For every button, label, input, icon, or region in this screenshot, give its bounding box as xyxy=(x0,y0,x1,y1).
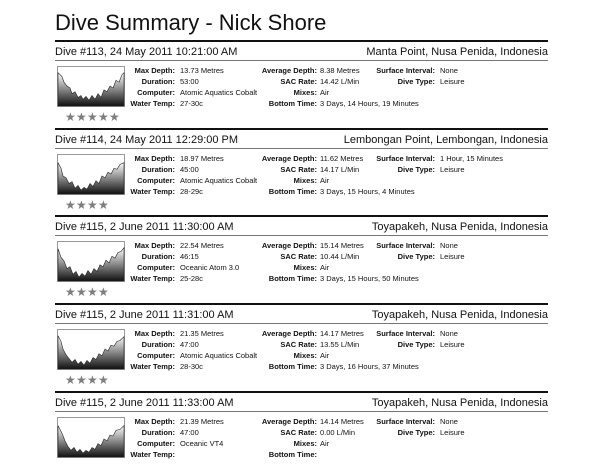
dive-profile-svg xyxy=(58,155,124,194)
surface-interval-label: Surface Interval: xyxy=(376,66,435,75)
bottom-time-label: Bottom Time: xyxy=(268,362,317,371)
star-icon: ★ xyxy=(98,198,109,212)
dive-header xyxy=(55,396,548,412)
bottom-time-label: Bottom Time: xyxy=(268,99,317,108)
surface-interval-value: None xyxy=(440,329,458,338)
water-temp-value: 28-29c xyxy=(180,187,203,196)
dive-profile-svg xyxy=(58,67,124,106)
dive-profile-area xyxy=(58,426,124,457)
star-rating xyxy=(65,283,109,299)
dive-location: Lembongan Point, Lembongan, Indonesia xyxy=(343,134,548,146)
star-icon: ★ xyxy=(87,110,98,124)
water-temp-label: Water Temp: xyxy=(130,450,175,459)
mixes-value: Air xyxy=(320,263,330,272)
surface-interval-value: None xyxy=(440,241,458,250)
water-temp-label: Water Temp: xyxy=(130,362,175,371)
water-temp-value: 25-28c xyxy=(180,274,203,283)
dive-entry xyxy=(55,391,548,473)
sac-rate-label: SAC Rate: xyxy=(280,165,317,174)
star-icon: ★ xyxy=(87,198,98,212)
dive-profile-svg xyxy=(58,330,124,369)
dive-profile-area xyxy=(58,163,124,194)
sac-rate-label: SAC Rate: xyxy=(280,428,317,437)
mixes-label: Mixes: xyxy=(293,88,317,97)
duration-value: 45:00 xyxy=(180,165,199,174)
star-icon: ★ xyxy=(65,110,76,124)
dive-type-value: Leisure xyxy=(440,252,465,261)
surface-interval-label: Surface Interval: xyxy=(376,417,435,426)
dive-type-label: Dive Type: xyxy=(397,428,435,437)
dive-header xyxy=(55,220,548,236)
mixes-value: Air xyxy=(320,88,330,97)
dive-location: Toyapakeh, Nusa Penida, Indonesia xyxy=(371,397,548,409)
water-temp-label: Water Temp: xyxy=(130,187,175,196)
star-icon: ★ xyxy=(65,373,76,387)
average-depth-label: Average Depth: xyxy=(261,417,317,426)
max-depth-label: Max Depth: xyxy=(134,329,175,338)
surface-interval-label: Surface Interval: xyxy=(376,154,435,163)
average-depth-value: 8.38 Metres xyxy=(320,66,360,75)
star-icon: ★ xyxy=(65,198,76,212)
star-icon: ★ xyxy=(76,198,87,212)
star-icon: ★ xyxy=(76,285,87,299)
duration-label: Duration: xyxy=(141,165,175,174)
computer-label: Computer: xyxy=(137,176,175,185)
max-depth-label: Max Depth: xyxy=(134,66,175,75)
star-icon: ★ xyxy=(76,373,87,387)
dive-type-value: Leisure xyxy=(440,77,465,86)
computer-value: Oceanic Atom 3.0 xyxy=(180,263,240,272)
duration-value: 53:00 xyxy=(180,77,199,86)
star-rating xyxy=(65,196,109,212)
dive-title: Dive #115, 2 June 2011 11:33:00 AM xyxy=(55,397,234,409)
average-depth-label: Average Depth: xyxy=(261,154,317,163)
duration-label: Duration: xyxy=(141,77,175,86)
duration-label: Duration: xyxy=(141,428,175,437)
mixes-label: Mixes: xyxy=(293,439,317,448)
computer-value: Oceanic VT4 xyxy=(180,439,224,448)
duration-label: Duration: xyxy=(141,252,175,261)
star-icon: ★ xyxy=(98,285,109,299)
computer-value: Atomic Aquatics Cobalt xyxy=(180,88,258,97)
sac-rate-value: 10.44 L/Min xyxy=(320,252,360,261)
star-rating xyxy=(65,108,120,124)
dive-title: Dive #113, 24 May 2011 10:21:00 AM xyxy=(55,46,238,58)
bottom-time-label: Bottom Time: xyxy=(268,450,317,459)
dive-type-label: Dive Type: xyxy=(397,340,435,349)
mixes-label: Mixes: xyxy=(293,263,317,272)
star-icon: ★ xyxy=(98,373,109,387)
dive-profile-area xyxy=(58,73,124,106)
star-icon: ★ xyxy=(98,110,109,124)
dive-header xyxy=(55,45,548,61)
max-depth-value: 18.97 Metres xyxy=(180,154,224,163)
dive-title: Dive #115, 2 June 2011 11:30:00 AM xyxy=(55,221,234,233)
computer-label: Computer: xyxy=(137,263,175,272)
average-depth-value: 15.14 Metres xyxy=(320,241,364,250)
dive-entry xyxy=(55,40,548,122)
dive-location: Toyapakeh, Nusa Penida, Indonesia xyxy=(371,221,548,233)
duration-value: 46:15 xyxy=(180,252,199,261)
duration-value: 47:00 xyxy=(180,340,199,349)
dive-type-label: Dive Type: xyxy=(397,165,435,174)
bottom-time-value: 3 Days, 14 Hours, 19 Minutes xyxy=(320,99,419,108)
dive-profile-area xyxy=(58,248,124,281)
dive-profile-svg xyxy=(58,418,124,457)
dive-profile-graph xyxy=(57,241,125,282)
dive-location: Toyapakeh, Nusa Penida, Indonesia xyxy=(371,309,548,321)
max-depth-value: 22.54 Metres xyxy=(180,241,224,250)
star-icon: ★ xyxy=(109,110,120,124)
page-title: Dive Summary - Nick Shore xyxy=(55,10,327,35)
computer-label: Computer: xyxy=(137,439,175,448)
dive-type-value: Leisure xyxy=(440,165,465,174)
duration-value: 47:00 xyxy=(180,428,199,437)
dive-profile-svg xyxy=(58,242,124,281)
mixes-value: Air xyxy=(320,176,330,185)
sac-rate-value: 0.00 L/Min xyxy=(320,428,356,437)
computer-value: Atomic Aquatics Cobalt xyxy=(180,176,258,185)
average-depth-label: Average Depth: xyxy=(261,329,317,338)
max-depth-value: 21.35 Metres xyxy=(180,329,224,338)
mixes-value: Air xyxy=(320,351,330,360)
bottom-time-value: 3 Days, 16 Hours, 37 Minutes xyxy=(320,362,419,371)
average-depth-value: 14.17 Metres xyxy=(320,329,364,338)
computer-label: Computer: xyxy=(137,88,175,97)
dive-entry xyxy=(55,128,548,210)
max-depth-value: 21.39 Metres xyxy=(180,417,224,426)
average-depth-value: 11.62 Metres xyxy=(320,154,364,163)
surface-interval-value: 1 Hour, 15 Minutes xyxy=(440,154,503,163)
water-temp-value: 28-30c xyxy=(180,362,203,371)
sac-rate-label: SAC Rate: xyxy=(280,77,317,86)
star-icon: ★ xyxy=(87,285,98,299)
mixes-value: Air xyxy=(320,439,330,448)
surface-interval-label: Surface Interval: xyxy=(376,329,435,338)
computer-label: Computer: xyxy=(137,351,175,360)
star-rating xyxy=(65,371,109,387)
dive-type-value: Leisure xyxy=(440,340,465,349)
max-depth-label: Max Depth: xyxy=(134,241,175,250)
water-temp-label: Water Temp: xyxy=(130,99,175,108)
average-depth-label: Average Depth: xyxy=(261,241,317,250)
dive-profile-graph xyxy=(57,154,125,195)
duration-label: Duration: xyxy=(141,340,175,349)
bottom-time-label: Bottom Time: xyxy=(268,187,317,196)
mixes-label: Mixes: xyxy=(293,351,317,360)
sac-rate-value: 14.42 L/Min xyxy=(320,77,360,86)
average-depth-label: Average Depth: xyxy=(261,66,317,75)
dive-profile-graph xyxy=(57,329,125,370)
dive-title: Dive #115, 2 June 2011 11:31:00 AM xyxy=(55,309,234,321)
mixes-label: Mixes: xyxy=(293,176,317,185)
max-depth-value: 13.73 Metres xyxy=(180,66,224,75)
surface-interval-value: None xyxy=(440,417,458,426)
dive-entry xyxy=(55,303,548,385)
dive-profile-area xyxy=(58,336,124,369)
max-depth-label: Max Depth: xyxy=(134,154,175,163)
sac-rate-value: 13.55 L/Min xyxy=(320,340,360,349)
star-icon: ★ xyxy=(76,110,87,124)
bottom-time-value: 3 Days, 15 Hours, 50 Minutes xyxy=(320,274,419,283)
dive-profile-graph xyxy=(57,66,125,107)
surface-interval-label: Surface Interval: xyxy=(376,241,435,250)
dive-entry xyxy=(55,215,548,297)
star-icon: ★ xyxy=(87,373,98,387)
dive-type-label: Dive Type: xyxy=(397,252,435,261)
dive-profile-graph xyxy=(57,417,125,458)
surface-interval-value: None xyxy=(440,66,458,75)
bottom-time-value: 3 Days, 15 Hours, 4 Minutes xyxy=(320,187,415,196)
bottom-time-label: Bottom Time: xyxy=(268,274,317,283)
dive-header xyxy=(55,308,548,324)
dive-type-value: Leisure xyxy=(440,428,465,437)
water-temp-value: 27-30c xyxy=(180,99,203,108)
dive-title: Dive #114, 24 May 2011 12:29:00 PM xyxy=(55,134,239,146)
max-depth-label: Max Depth: xyxy=(134,417,175,426)
star-icon: ★ xyxy=(65,285,76,299)
sac-rate-label: SAC Rate: xyxy=(280,252,317,261)
computer-value: Atomic Aquatics Cobalt xyxy=(180,351,258,360)
dive-type-label: Dive Type: xyxy=(397,77,435,86)
dive-location: Manta Point, Nusa Penida, Indonesia xyxy=(366,46,548,58)
sac-rate-value: 14.17 L/Min xyxy=(320,165,360,174)
sac-rate-label: SAC Rate: xyxy=(280,340,317,349)
average-depth-value: 14.14 Metres xyxy=(320,417,364,426)
dive-header xyxy=(55,133,548,149)
water-temp-label: Water Temp: xyxy=(130,274,175,283)
